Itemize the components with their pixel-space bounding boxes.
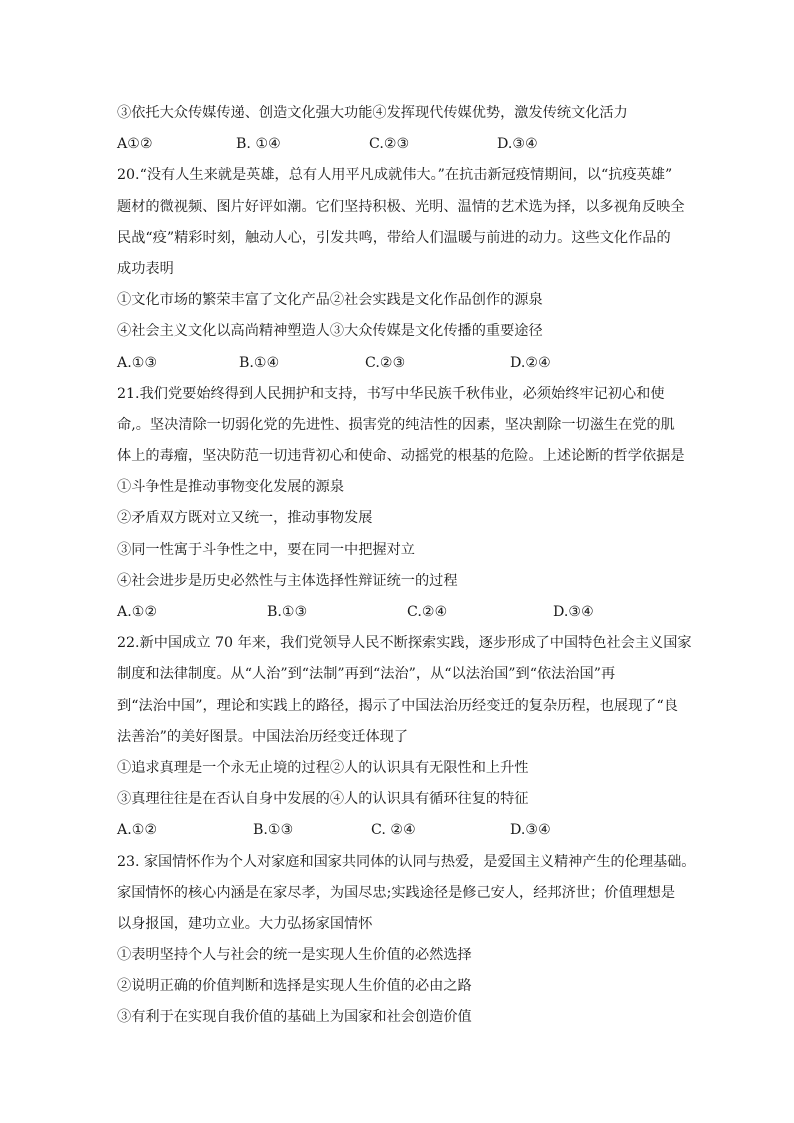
q22-stem-line: 到“法治中国”，理论和实践上的路径，揭示了中国法治历经变迁的复杂历程，也展现了“良	[117, 697, 678, 714]
q20-stem-line: 题材的微视频、图片好评如潮。它们坚持积极、光明、温情的艺术选为择，以多视角反映全	[117, 198, 685, 215]
q20-option-c: C.②③	[365, 354, 406, 371]
q20-stem-line: 民战“疫”精彩时刻，触动人心，引发共鸣，带给人们温暖与前进的动力。这些文化作品的	[117, 229, 671, 246]
q21-option-a: A.①②	[117, 604, 158, 620]
q20-statement: ④社会主义文化以高尚精神塑造人③大众传媒是文化传播的重要途径	[117, 323, 543, 340]
q22-option-d: D.③④	[510, 822, 551, 839]
q21-stem-line: 体上的毒瘤，坚决防范一切违背初心和使命、动摇党的根基的危险。上述论断的哲学依据是	[117, 448, 685, 465]
q23-stem-line: 以身报国，建功立业。大力弘扬家国情怀	[117, 915, 373, 932]
q22-option-a: A.①②	[117, 822, 158, 839]
q22-options	[117, 815, 692, 846]
q19-option-a: A①②	[117, 136, 153, 153]
q20-stem-line: 20.“没有人生来就是英雄，总有人用平凡成就伟大。”在抗击新冠疫情期间，以“抗疫英雄”	[117, 167, 673, 184]
q22-stem-line: 22.新中国成立 70 年来，我们党领导人民不断探索实践，逐步形成了中国特色社会主义国家	[117, 635, 692, 652]
q22-stem-line: 法善治”的美好图景。中国法治历经变迁体现了	[117, 728, 409, 745]
q23-stem-line: 家国情怀的核心内涵是在家尽孝，为国尽忠;实践途径是修己安人，经邦济世；价值理想是	[117, 884, 676, 901]
q20-stem-line: 成功表明	[117, 260, 174, 277]
q22-option-b: B.①③	[253, 822, 294, 839]
q19-option-c: C.②③	[369, 136, 410, 153]
q19-options	[117, 129, 692, 160]
q22-statement: ③真理往往是在否认自身中发展的④人的认识具有循环往复的特征	[117, 791, 529, 808]
q23-statement: ①表明坚持个人与社会的统一是实现人生价值的必然选择	[117, 947, 472, 964]
q21-stem-line: 命,。坚决清除一切弱化党的先进性、损害党的纯洁性的因素，坚决割除一切滋生在党的肌	[117, 416, 675, 433]
q23-statement: ③有利于在实现自我价值的基础上为国家和社会创造价值	[117, 1009, 472, 1026]
q23-statement: ②说明正确的价值判断和选择是实现人生价值的必由之路	[117, 978, 472, 995]
q19-line: ③依托大众传媒传递、创造文化强大功能④发挥现代传媒优势，激发传统文化活力	[117, 105, 628, 121]
q22-option-c: C. ②④	[371, 822, 416, 839]
q21-statement: ①斗争性是推动事物变化发展的源泉	[117, 479, 345, 496]
q19-option-d: D.③④	[497, 136, 538, 153]
q20-options	[117, 348, 692, 379]
q20-option-d: D.②④	[510, 354, 551, 371]
q19-option-b: B. ①④	[236, 136, 281, 153]
q21-option-b: B.①③	[267, 604, 308, 620]
q21-option-d: D.③④	[553, 604, 594, 620]
q22-statement: ①追求真理是一个永无止境的过程②人的认识具有无限性和上升性	[117, 759, 529, 776]
q21-options	[117, 597, 692, 628]
q22-stem-line: 制度和法律制度。从“人治”到“法制”再到“法治”，从“以法治国”到“依法治国”再	[117, 666, 616, 683]
q20-statement: ①文化市场的繁荣丰富了文化产品②社会实践是文化作品创作的源泉	[117, 292, 543, 309]
q21-statement: ④社会进步是历史必然性与主体选择性辩证统一的过程	[117, 572, 458, 589]
exam-page	[117, 98, 696, 1034]
q21-option-c: C.②④	[407, 604, 448, 620]
q21-statement: ②矛盾双方既对立又统一，推动事物发展	[117, 510, 373, 527]
q23-stem-line: 23. 家国情怀作为个人对家庭和国家共同体的认同与热爱，是爱国主义精神产生的伦理基础。	[117, 853, 696, 870]
q21-stem-line: 21.我们党要始终得到人民拥护和支持，书写中华民族千秋伟业，必须始终牢记初心和使	[117, 385, 665, 402]
q20-option-b: B.①④	[239, 354, 280, 371]
q20-option-a: A.①③	[117, 354, 158, 371]
q21-statement: ③同一性寓于斗争性之中，要在同一中把握对立	[117, 541, 415, 558]
